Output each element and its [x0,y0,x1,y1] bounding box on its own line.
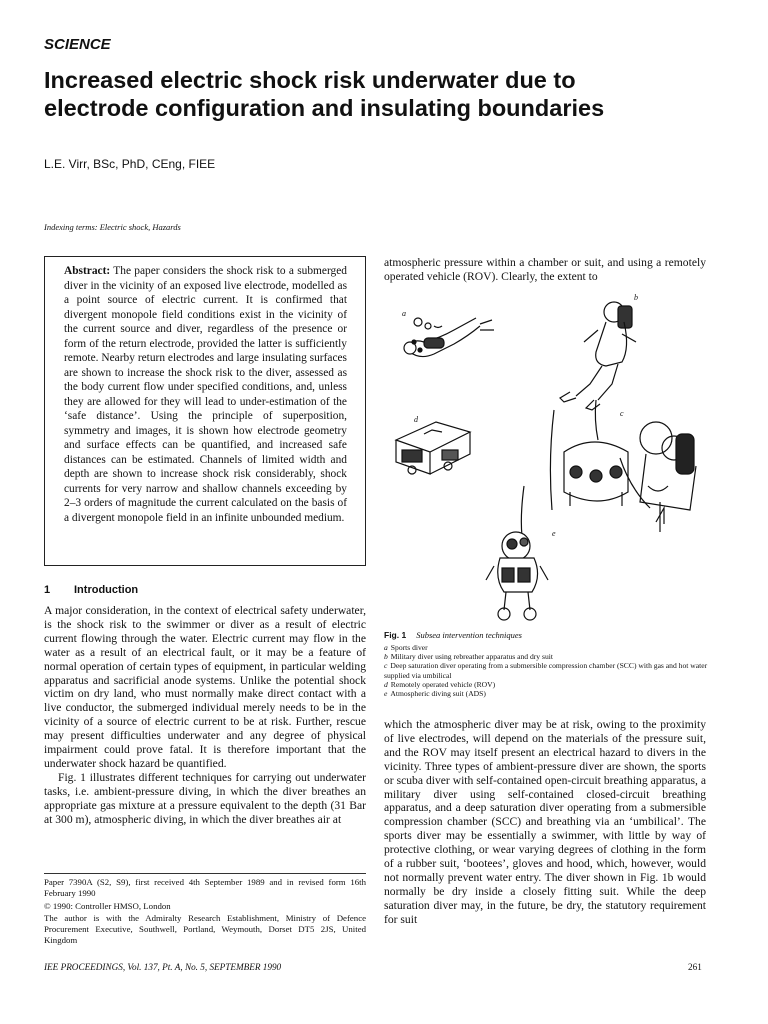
footnote-paper-info: Paper 7390A (S2, S9), first received 4th September 1989 and in revised form 16th February 1990 [44,877,366,898]
caption-item-key: d [384,679,388,689]
section-heading-introduction [44,584,138,596]
journal-footer: IEE PROCEEDINGS, Vol. 137, Pt. A, No. 5, SEPTEMBER 1990 [44,962,282,972]
figure-label-b: b [634,293,638,302]
indexing-terms: Indexing terms: Electric shock, Hazards [44,222,181,232]
footnote-divider [44,873,366,874]
figure-title: Subsea intervention techniques [416,630,522,640]
figure-label-c: c [620,409,624,418]
caption-item [384,689,714,698]
figure-caption-title [384,630,714,640]
page-number: 261 [688,962,702,972]
paper-title [44,66,734,122]
caption-item-text: Deep saturation diver operating from a submersible compression chamber (SCC) with gas and hot water supplied via umbilical [384,661,708,680]
caption-item [384,680,714,689]
military-diver-drawing [560,302,636,410]
footnote-affiliation: The author is with the Admiralty Research Establishment, Ministry of Defence Procurement Executive, Southwell, Portland, Weymouth, Dorset DT5 2JS, United Kingdom [44,913,366,945]
caption-item-key: e [384,689,388,699]
section-label: SCIENCE [44,36,111,53]
author-line: L.E. Virr, BSc, PhD, CEng, FIEE [44,157,216,171]
caption-item-text: Military diver using rebreather apparatus and dry suit [390,652,553,662]
figure-caption [384,630,714,698]
paragraph: A major consideration, in the context of electrical safety underwater, is the shock risk to the swimmer or diver as a result of electric current flowing through the water. Electric current may flow in the water as a result of an electrical fault, or it may be a feature of normal operation of certain types of equipment, in particular welding apparatus and sacrificial anode systems. Unlike the potential shock victim on dry land, who must normally make direct contact with a live conductor, the submerged individual merely needs to be in the vicinity of a source of electric current to be at risk. Further, rescue may present difficulties underwater and any degree of physical impairment could prove fatal. It is therefore important that the underwater shock hazard be quantified. [44,604,366,770]
section-heading-text: Introduction [74,584,139,596]
abstract-label: Abstract: [64,265,111,277]
abstract-body: The paper considers the shock risk to a submerged diver in the vicinity of an exposed live electrode, modelled as a point source of electric current. It is confirmed that divergent monopole field conditions exist in the vicinity of the current source and diver, regardless of the presence or form of the return electrode, provided the latter is sufficiently remote. Nearby return electrodes and large insulating surfaces are shown to increase the shock risk to the diver, assessed as the body current flow under specified conditions, and, unless they are allowed for they will lead to under-estimation of the ‘safe distance’. Using the principle of superposition, symmetry and images, it is shown how electrode geometry and surface effects can be quantified, and increased safe distances can be estimated. Channels of limited width and depth are shown to increase shock risk considerably, shock currents for very narrow and shallow channels exceeding by 2–3 orders of magnitude the current calculated on the basis of a divergent monopole field in an infinite unbounded medium. [64,265,347,524]
sports-diver-drawing [404,318,494,357]
left-column-body [44,604,366,827]
scc-and-saturation-diver-drawing [550,400,696,532]
caption-item-text: Remotely operated vehicle (ROV) [390,679,496,689]
title-line-2: electrode configuration and insulating boundaries [44,95,605,121]
atmospheric-diving-suit-drawing [486,486,548,620]
caption-item-text: Atmospheric diving suit (ADS) [390,689,486,699]
figure-label-e: e [552,529,556,538]
caption-item-key: b [384,652,388,662]
caption-item-text: Sports diver [390,643,428,652]
figure-number: Fig. 1 [384,630,407,640]
footnotes [44,877,366,948]
title-line-1: Increased electric shock risk underwater due to [44,67,576,93]
paragraph: Fig. 1 illustrates different techniques for carrying out underwater tasks, i.e. ambient-pressure diving, in which the diver breathes an appropriate gas mixture at a pressure equivalent to the depth (31 Bar at 300 m), atmospheric diving, in which the diver breathes air at [44,770,366,826]
right-column-body: which the atmospheric diver may be at risk, owing to the proximity of live electrodes, will depend on the materials of the pressure suit, and the ROV may itself present an electrical hazard to divers in the vicinity. Three types of ambient-pressure diver are shown, the sports or scuba diver with self-contained open-circuit breathing apparatus, a military diver using self-contained closed-circuit breathing apparatus, and a deep saturation diver operating from a submersible compression chamber (SCC) and breathing via an ‘umbilical’. The sports diver may be essentially a swimmer, with little by way of protective clothing, or wear varying degrees of clothing in the form of a rubber suit, ‘bootees’, gloves and hood, which, however, would not normally prevent water entry. The diver shown in Fig. 1b would normally be dry inside a closely fitting suit. While the deep saturation diver may, in the future, be dry, the statutory requirement for suit [384,718,706,926]
figure-label-a: a [402,309,406,318]
caption-item [384,643,714,652]
rov-drawing [396,422,470,474]
footnote-copyright: © 1990: Controller HMSO, London [44,900,171,911]
figure-label-d: d [414,415,418,424]
right-column-top-text: atmospheric pressure within a chamber or suit, and using a remotely operated vehicle (ROV). Clearly, the extent to [384,256,706,283]
section-number: 1 [44,584,51,596]
figure-1-illustration [384,290,714,626]
caption-item-key: a [384,643,388,652]
abstract [64,264,347,525]
caption-item-key: c [384,661,388,671]
caption-item [384,652,714,661]
caption-item [384,661,714,679]
